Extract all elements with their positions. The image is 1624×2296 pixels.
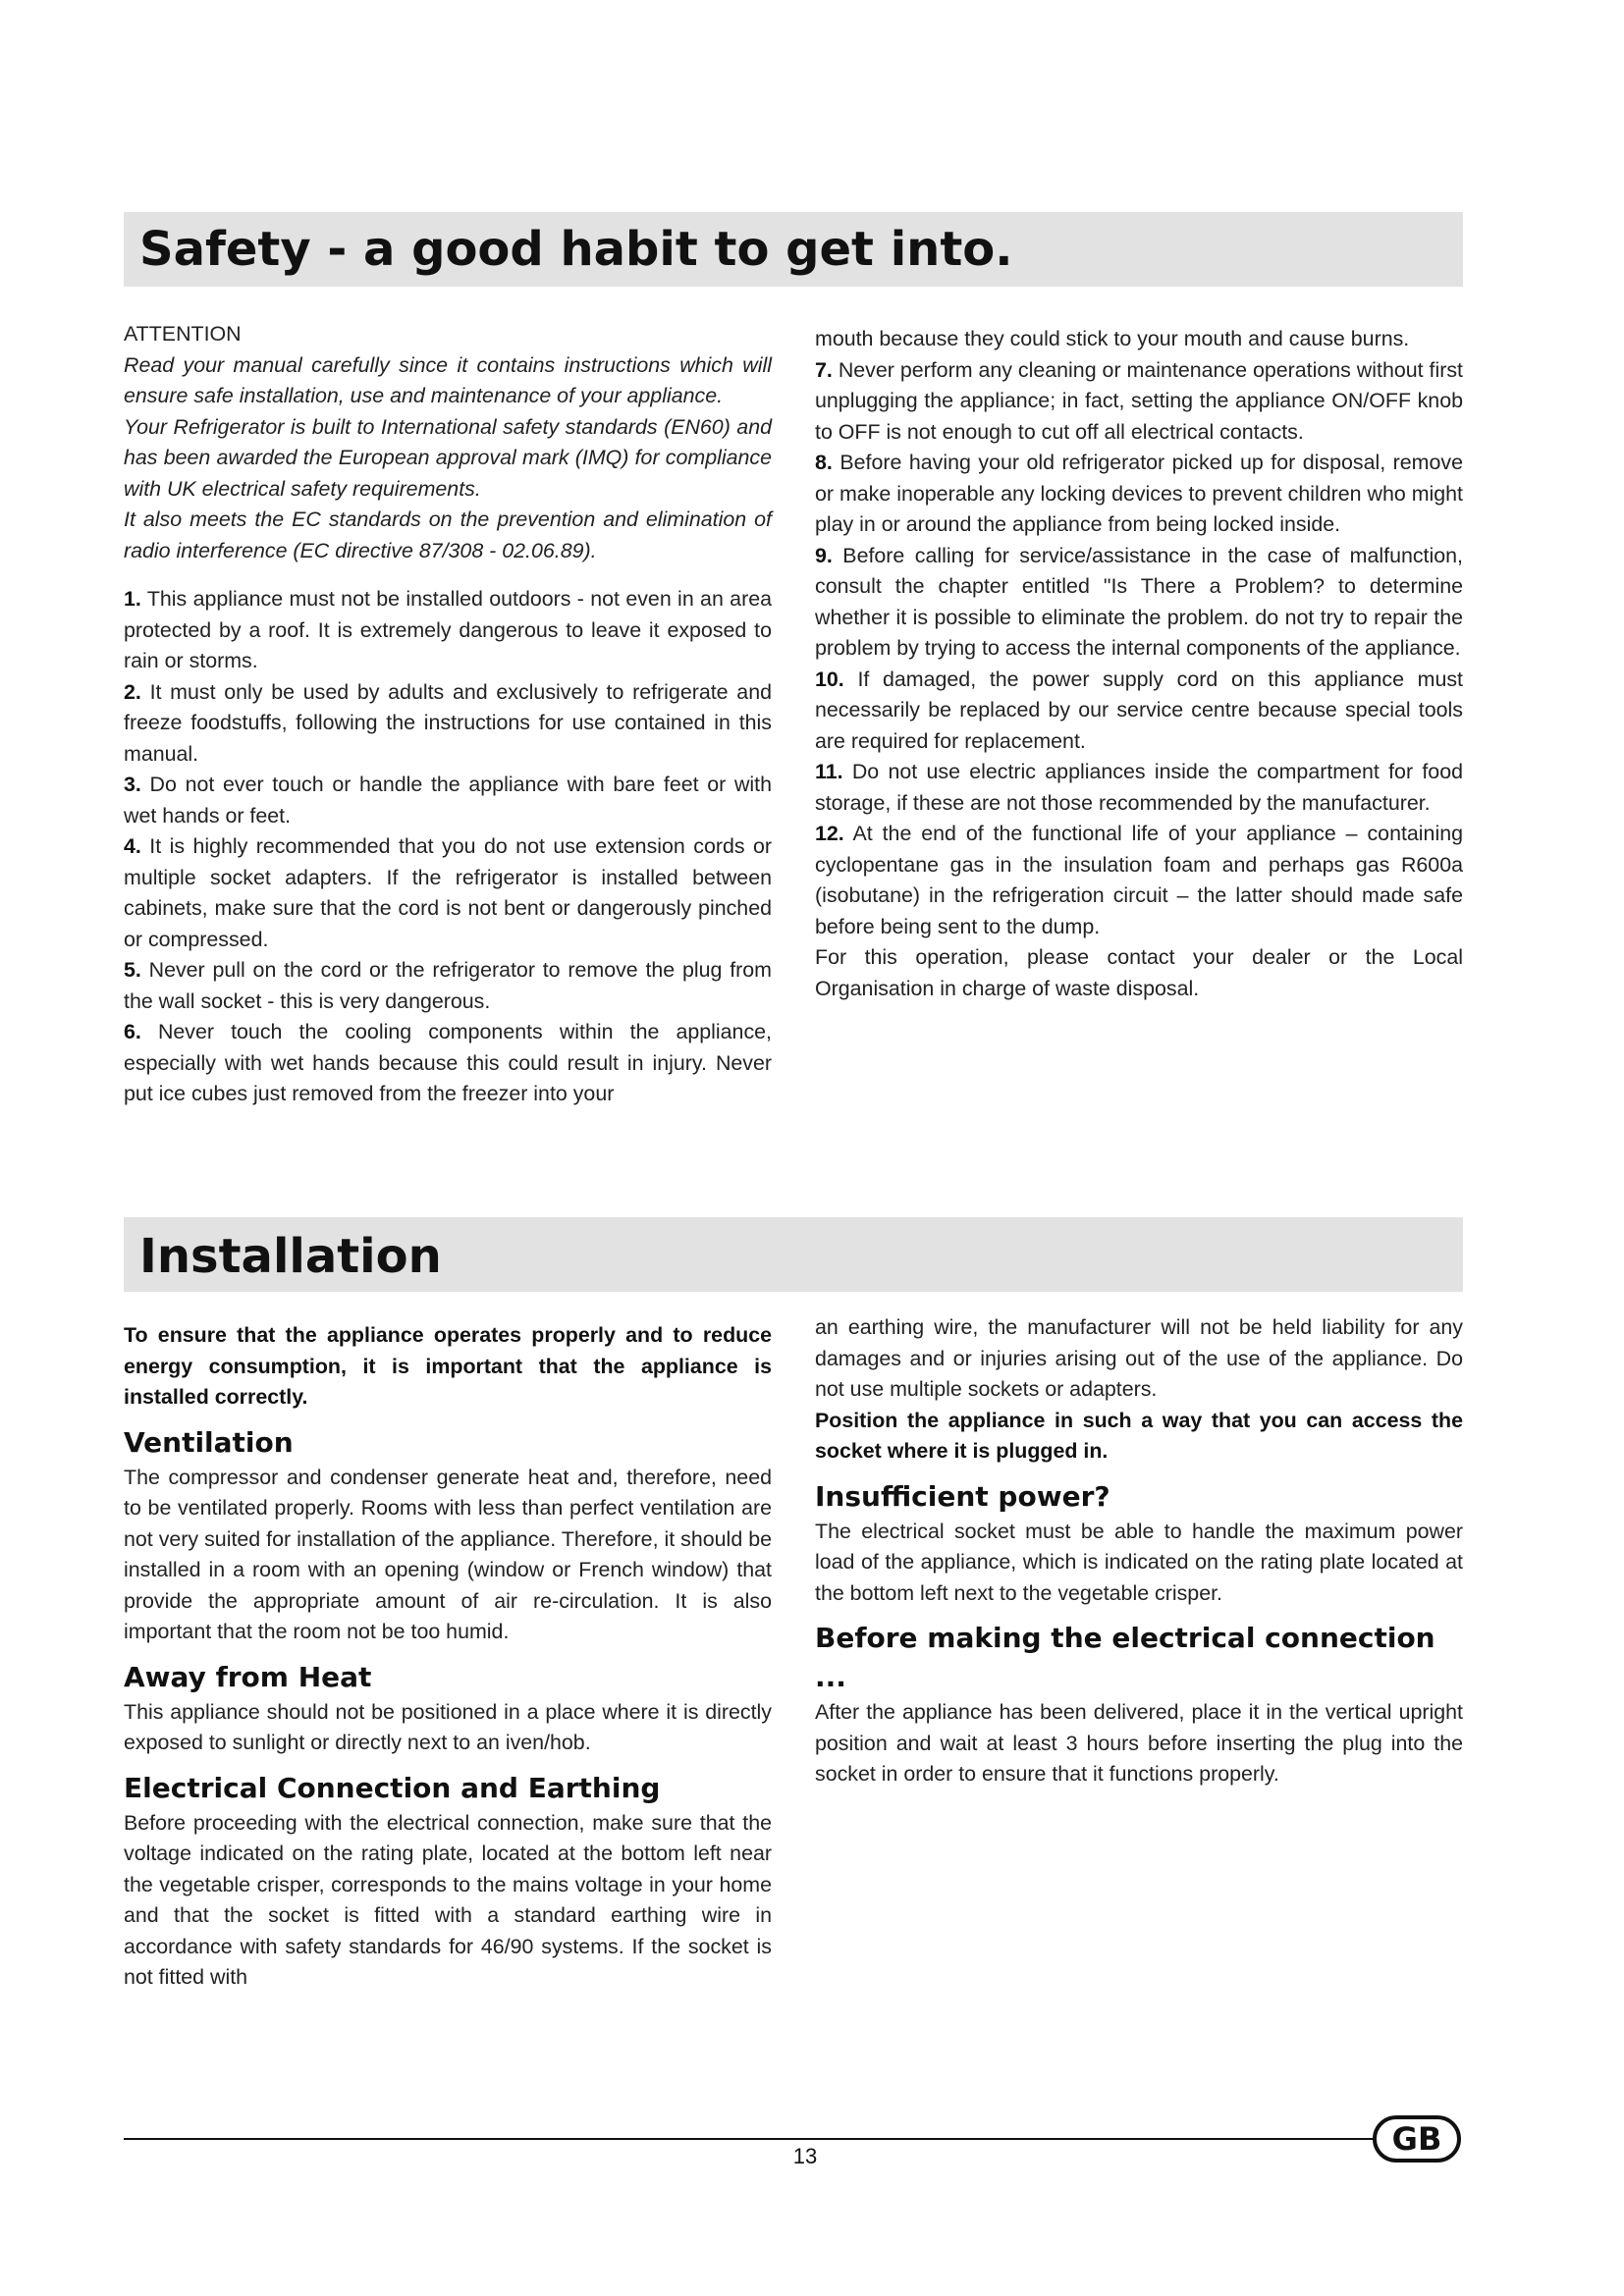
before-connection-heading: Before making the electrical connection ... (815, 1622, 1435, 1693)
safety-item-number: 3. (124, 773, 141, 796)
safety-item-number: 7. (815, 357, 833, 382)
safety-header-band (124, 212, 1463, 287)
safety-item-number: 2. (124, 679, 141, 704)
intro-paragraph-2: Your Refrigerator is built to International safety standards (EN60) and has been awarded the European approval mark (IMQ) for compliance with UK electrical safety requirements. (124, 414, 772, 501)
heat-heading: Away from Heat (124, 1660, 372, 1693)
safety-item-text: Before calling for service/assistance in the case of malfunction, consult the chapter entitled "Is There a Problem? to determine whether it is possible to eliminate the problem. do not try to repair the problem by trying to access the internal components of the appliance. (815, 543, 1463, 660)
installation-left-column (124, 1320, 772, 1994)
safety-item-text: This appliance must not be installed outdoors - not even in an area protected by a roof. It is extremely dangerous to leave it exposed to rain or storms. (124, 587, 772, 672)
safety-item-8 (815, 448, 1463, 541)
safety-item-number: 9. (815, 543, 833, 567)
safety-item-text: mouth because they could stick to your mouth and cause burns. (815, 327, 1410, 350)
safety-item-1 (124, 584, 772, 677)
installation-header-band (124, 1217, 1463, 1292)
safety-item-number: 10. (815, 667, 844, 691)
safety-item-text: Never pull on the cord or the refrigerator to remove the plug from the wall socket - this is very dangerous. (124, 958, 772, 1013)
safety-item-text: At the end of the functional life of your appliance – containing cyclopentane gas in the insulation foam and perhaps gas R600a (isobutane) in the refrigeration circuit – the latter should made safe before being sent to the dump. (815, 822, 1463, 938)
safety-closing: For this operation, please contact your dealer or the Local Organisation in charge of waste disposal. (815, 945, 1463, 1000)
safety-item-number: 12. (815, 822, 844, 845)
safety-item-2 (124, 677, 772, 771)
safety-item-6 (124, 1017, 772, 1110)
safety-item-number: 11. (815, 760, 843, 783)
page-number: 13 (792, 2144, 818, 2168)
installation-title: Installation (139, 1229, 442, 1284)
safety-item-12 (815, 819, 1463, 942)
safety-item-text: It is highly recommended that you do not use extension cords or multiple socket adapters. If the refrigerator is installed between cabinets, make sure that the cord is not bent or dangerously pinched or compressed. (124, 834, 773, 951)
safety-item-4 (124, 831, 772, 955)
electrical-text-1: Before proceeding with the electrical connection, make sure that the voltage indicated on the rating plate, located at the bottom left near the vegetable crisper, corresponds to the mains voltage in your home and that the socket is fitted with a standard earthing wire in accordance with safety standards for 46/90 systems. If the socket is not fitted with (124, 1810, 772, 1989)
attention-label: ATTENTION (124, 322, 242, 346)
safety-item-3 (124, 770, 772, 831)
safety-item-text: If damaged, the power supply cord on this appliance must necessarily be replaced by our service centre because special tools are required for replacement. (815, 667, 1463, 753)
safety-item-text: Never perform any cleaning or maintenance operations without first unplugging the appliance; in fact, setting the appliance ON/OFF knob to OFF is not enough to cut off all electrical contacts. (815, 357, 1463, 444)
safety-item-text: Never touch the cooling components within the appliance, especially with wet hands because this could result in injury. Never put ice cubes just removed from the freezer into your (124, 1020, 772, 1105)
electrical-text-2: an earthing wire, the manufacturer will not be held liability for any damages and or injuries arising out of the use of the appliance. Do not use multiple sockets or adapters. (815, 1315, 1463, 1401)
before-connection-text: After the appliance has been delivered, place it in the vertical upright position and wait at least 3 hours before inserting the plug into the socket in order to ensure that it functions properly. (815, 1700, 1463, 1786)
safety-item-11 (815, 757, 1463, 819)
heat-text: This appliance should not be positioned in a place where it is directly exposed to sunlight or directly next to an iven/hob. (124, 1699, 772, 1754)
safety-item-9 (815, 541, 1463, 665)
safety-item-text: Before having your old refrigerator picked up for disposal, remove or make inoperable any locking devices to prevent children who might play in or around the appliance from being locked inside. (815, 451, 1463, 536)
safety-item-number: 1. (124, 587, 141, 611)
safety-item-text: Do not use electric appliances inside the compartment for food storage, if these are not those recommended by the manufacturer. (815, 760, 1463, 815)
intro-paragraph-1: Read your manual carefully since it contains instructions which will ensure safe installation, use and maintenance of your appliance. (124, 352, 772, 407)
safety-right-column (815, 324, 1463, 1004)
safety-item-7 (815, 355, 1463, 449)
intro-paragraph-3: It also meets the EC standards on the prevention and elimination of radio interference (EC directive 87/308 - 02.06.89). (124, 507, 772, 562)
installation-lead: To ensure that the appliance operates properly and to reduce energy consumption, it is important that the appliance is installed correctly. (124, 1323, 772, 1409)
safety-title: Safety - a good habit to get into. (139, 222, 1013, 277)
electrical-heading: Electrical Connection and Earthing (124, 1771, 661, 1804)
safety-item-number: 6. (124, 1020, 141, 1043)
safety-item-number: 5. (124, 958, 141, 982)
safety-item-number: 4. (124, 834, 141, 858)
electrical-bold-note: Position the appliance in such a way that you can access the socket where it is plugged in. (815, 1408, 1463, 1463)
safety-item-number: 8. (815, 451, 833, 474)
ventilation-heading: Ventilation (124, 1425, 294, 1459)
safety-item-6-continued (815, 324, 1463, 355)
power-heading: Insufficient power? (815, 1479, 1110, 1513)
country-badge: GB (1373, 2115, 1461, 2163)
footer-rule (124, 2138, 1382, 2140)
safety-item-text: Do not ever touch or handle the appliance with bare feet or with wet hands or feet. (124, 773, 772, 828)
safety-item-text: It must only be used by adults and exclusively to refrigerate and freeze foodstuffs, following the instructions for use contained in this manual. (124, 679, 772, 766)
ventilation-text: The compressor and condenser generate heat and, therefore, need to be ventilated properly. Rooms with less than perfect ventilation are not very suited for installation of the appliance. Therefore, it should be installed in a room with an opening (window or French window) that provide the appropriate amount of air re-circulation. It is also important that the room not be too humid. (124, 1465, 772, 1643)
safety-left-column (124, 319, 772, 1110)
power-text: The electrical socket must be able to handle the maximum power load of the appliance, which is indicated on the rating plate located at the bottom left next to the vegetable crisper. (815, 1519, 1463, 1605)
installation-right-column (815, 1312, 1463, 1790)
safety-item-10 (815, 665, 1463, 758)
safety-item-5 (124, 955, 772, 1017)
